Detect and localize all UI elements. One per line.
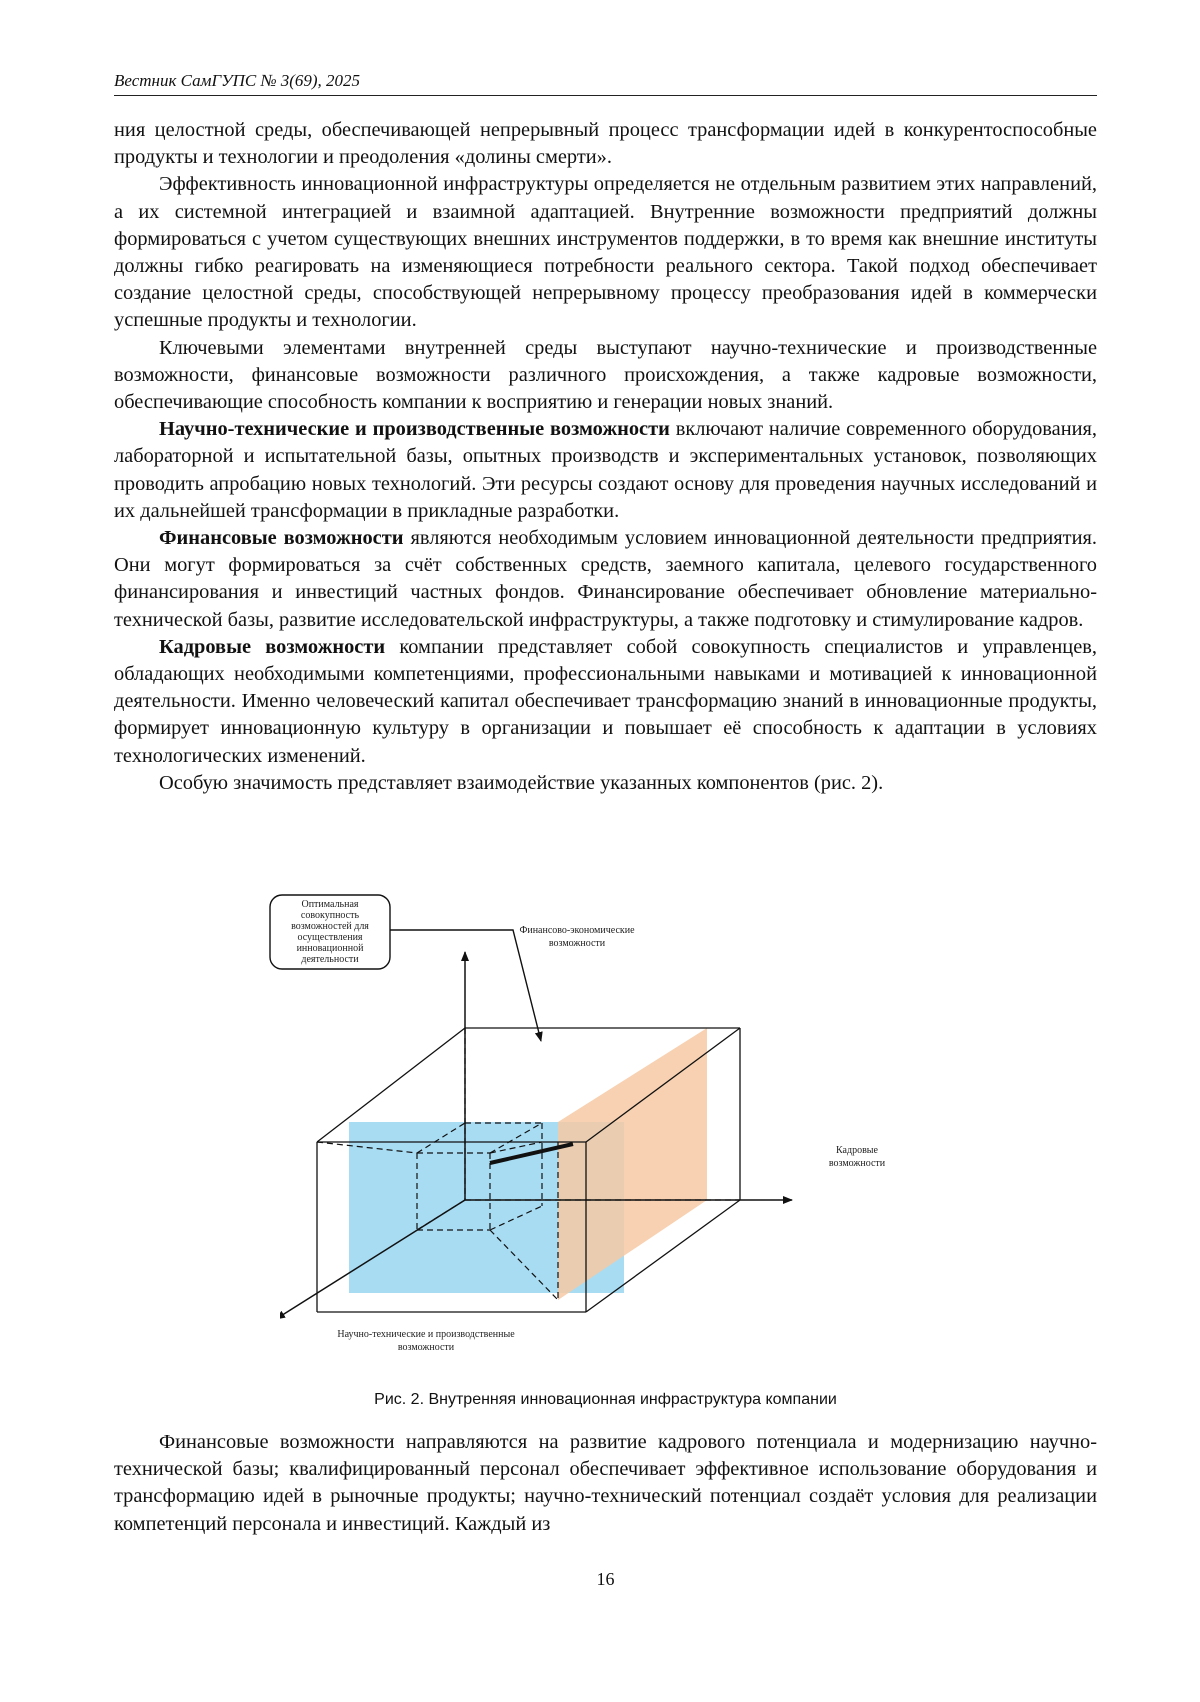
paragraph-lead: Кадровые возможности: [159, 635, 386, 658]
paragraph-text: ния целостной среды, обеспечивающей непрерывный процесс трансформации идей в конкурентоспособные продукты и технологии и преодоления «долины смерти».: [114, 119, 1097, 169]
body-text-top: [114, 117, 1097, 797]
paragraph: [114, 634, 1097, 770]
figure-caption: Рис. 2. Внутренняя инновационная инфраструктура компании: [374, 1391, 837, 1408]
page-number: 16: [596, 1569, 615, 1589]
paragraph-text: Особую значимость представляет взаимодействие указанных компонентов (рис. 2).: [159, 771, 884, 794]
paragraph-text: включают наличие современного оборудования, лабораторной и испытательной базы, опытных производств и экспериментальных установок, позволяющих проводить апробацию новых технологий. Эти ресурсы создают основу для проведения научных исследований и их дальнейшей трансформации в прикладные разработки.: [114, 418, 1097, 522]
axis-vertical-label-line2: возможности: [548, 938, 606, 949]
paragraph: [114, 171, 1097, 334]
paragraph: [114, 335, 1097, 417]
paragraph-text: Эффективность инновационной инфраструктуры определяется не отдельным развитием этих направлений, а их системной интеграцией и взаимной адаптацией. Внутренние возможности предприятий должны формироваться с учетом существующих внешних инструментов поддержки, в то время как внешние институты должны гибко реагировать на изменяющиеся потребности реального сектора. Такой подход обеспечивает создание целостной среды, способствующей непрерывному процессу преобразования идей в коммерчески успешные продукты и технологии.: [114, 173, 1097, 332]
paragraph: [114, 117, 1097, 171]
axis-right-label-line1: Кадровые: [836, 1145, 878, 1156]
callout-overlay: [268, 893, 788, 1093]
callout-line: инновационной: [296, 943, 364, 954]
callout-line: Оптимальная: [301, 899, 359, 910]
paragraph: [114, 770, 1097, 797]
paragraph: [114, 525, 1097, 634]
callout-line: осуществления: [297, 932, 363, 943]
paragraph-lead: Финансовые возможности: [159, 527, 404, 550]
axis-diagonal-label-line1: Научно-технические и производственные: [337, 1329, 515, 1340]
axis-diagonal-label-line2: возможности: [397, 1342, 455, 1353]
axis-vertical-label-line1: Финансово-экономические: [519, 925, 635, 936]
paragraph: [114, 416, 1097, 525]
paragraph-text: являются необходимым условием инновационной деятельности предприятия. Они могут формироваться за счёт собственных средств, заемного капитала, целевого государственного финансирования и инвестиций частных фондов. Финансирование обеспечивает обновление материально-технической базы, развитие исследовательской инфраструктуры, а также подготовку и стимулирование кадров.: [114, 527, 1097, 631]
header-rule: [114, 95, 1097, 96]
paragraph-text: Ключевыми элементами внутренней среды выступают научно-технические и производственные возможности, финансовые возможности различного происхождения, а также кадровые возможности, обеспечивающие способность компании к восприятию и генерации новых знаний.: [114, 336, 1097, 414]
paragraph-text: Финансовые возможности направляются на развитие кадрового потенциала и модернизацию научно-технической базы; квалифицированный персонал обеспечивает эффективное использование оборудования и трансформацию идей в рыночные продукты; научно-технический потенциал создаёт условия для реализации компетенций персонала и инвестиций. Каждый из: [114, 1431, 1097, 1535]
paragraph-text: компании представляет собой совокупность специалистов и управленцев, обладающих необходимыми компетенциями, профессиональными навыками и мотивацией к инновационной деятельности. Именно человеческий капитал обеспечивает трансформацию знаний в инновационные продукты, формирует инновационную культуру в организации и повышает её способность к адаптации в условиях технологических изменений.: [114, 635, 1097, 767]
axis-right-label-line2: возможности: [828, 1158, 886, 1169]
body-text-bottom: [114, 1429, 1097, 1538]
callout-line: возможностей для: [291, 921, 369, 932]
callout-text: [291, 899, 369, 965]
callout-svg: [268, 893, 788, 1093]
paragraph-lead: Научно-технические и производственные возможности: [159, 418, 670, 441]
paragraph: [114, 1429, 1097, 1538]
journal-header: Вестник СамГУПС № 3(69), 2025: [114, 71, 361, 90]
callout-line: деятельности: [301, 954, 359, 965]
callout-pointer: [390, 930, 541, 1041]
callout-line: совокупность: [300, 910, 360, 921]
